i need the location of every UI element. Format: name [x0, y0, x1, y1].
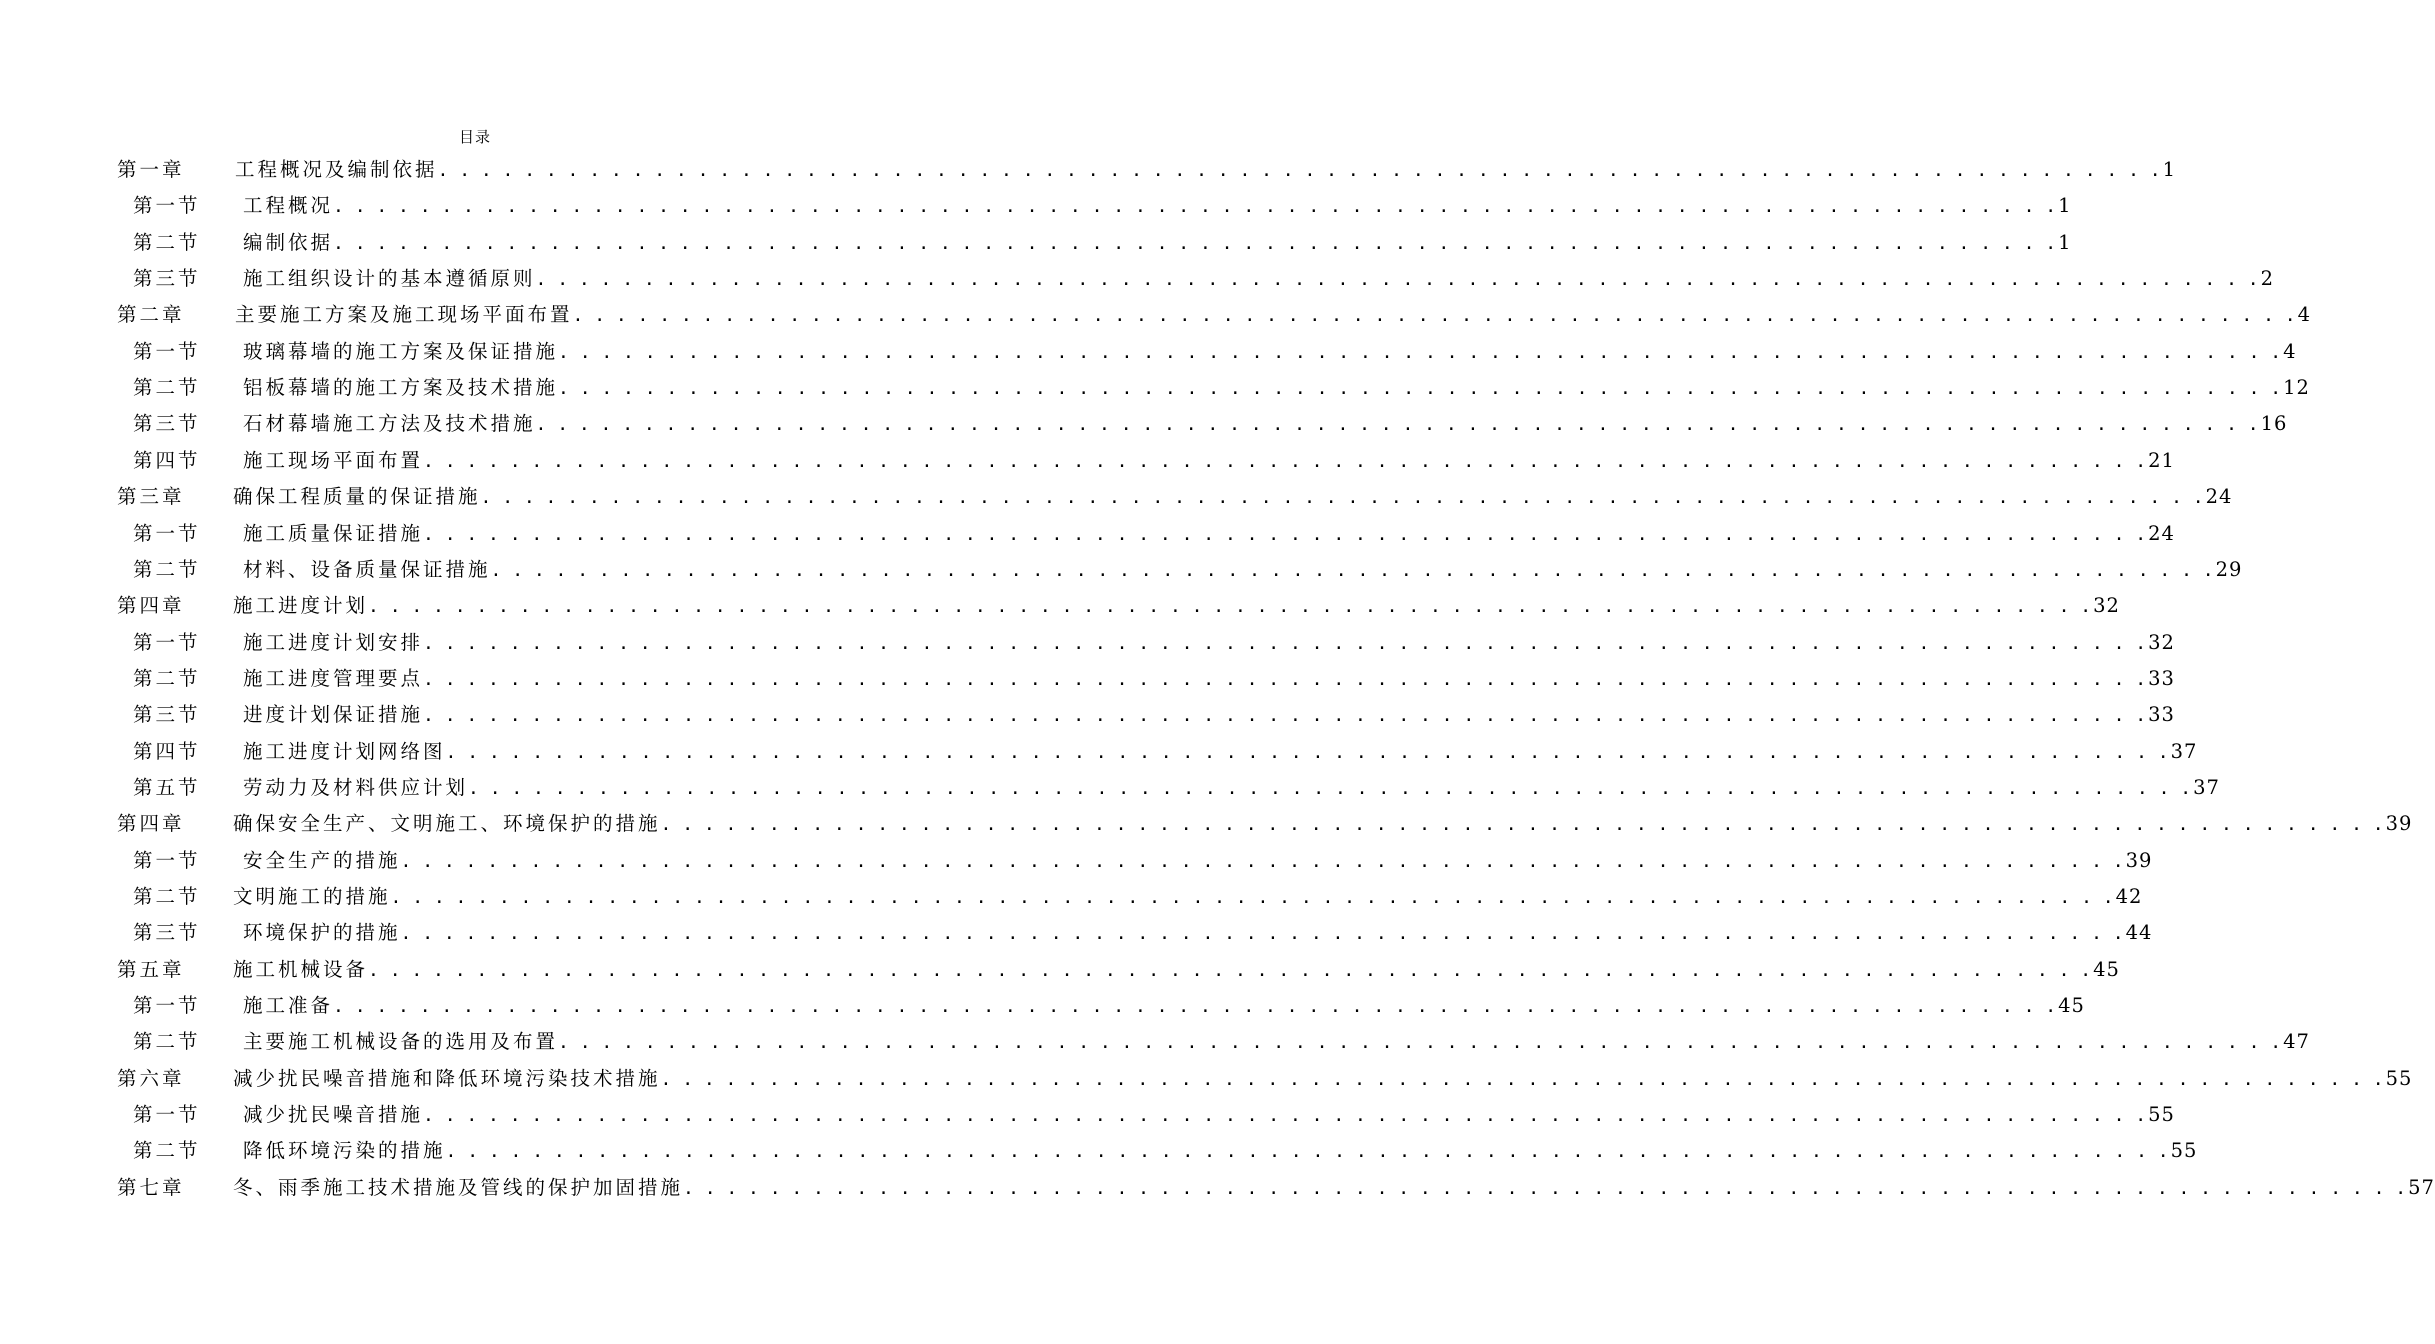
- toc-entry-line: [233, 1170, 2435, 1207]
- toc-entry-label: 第一节: [133, 848, 201, 872]
- toc-section-row[interactable]: [0, 879, 2143, 915]
- dot-leader: . . . . . . . . . . . . . . . . . . . . . . . . . . . . . . . . . . . . . . . . . . . . . . . . . . . . . . . . . . . . . . . . . . . . . . . . . . . . . . . .: [333, 996, 2057, 1018]
- toc-page-number: 42: [2115, 885, 2143, 908]
- toc-section-row[interactable]: [0, 988, 2085, 1024]
- toc-page-number: 33: [2148, 666, 2175, 690]
- toc-page-number: 24: [2205, 485, 2233, 509]
- toc-page-number: 33: [2148, 703, 2175, 727]
- dot-leader: . . . . . . . . . . . . . . . . . . . . . . . . . . . . . . . . . . . . . . . . . . . . . . . . . . . . . . . . . . . . . . . . . . . . . . . . . . . . . . . .: [423, 450, 2147, 472]
- dot-leader: . . . . . . . . . . . . . . . . . . . . . . . . . . . . . . . . . . . . . . . . . . . . . . . . . . . . . . . . . . . . . . . . . . . . . . . . . . . . . . . .: [400, 850, 2124, 872]
- toc-entry-line: [233, 806, 2413, 843]
- dot-leader: . . . . . . . . . . . . . . . . . . . . . . . . . . . . . . . . . . . . . . . . . . . . . . . . . . . . . . . . . . . . . . . . . . . . . . . . . . . . . . . .: [558, 1032, 2282, 1054]
- toc-entry-title: 施工进度计划网络图: [243, 739, 446, 763]
- toc-section-row[interactable]: [0, 1097, 2175, 1133]
- toc-page-number: 29: [2215, 557, 2243, 581]
- toc-entry-title: 减少扰民噪音措施: [243, 1103, 424, 1127]
- toc-entry-line: [243, 1024, 2310, 1061]
- toc-entry-label: 第二节: [133, 230, 201, 254]
- toc-chapter-row[interactable]: [0, 952, 2120, 988]
- toc-entry-line: [243, 261, 2275, 298]
- toc-entry-label: 第二节: [133, 885, 201, 908]
- toc-section-row[interactable]: [0, 261, 2275, 297]
- dot-leader: . . . . . . . . . . . . . . . . . . . . . . . . . . . . . . . . . . . . . . . . . . . . . . . . . . . . . . . . . . . . . . . . . . . . . . . . . . . . . . . .: [572, 305, 2296, 327]
- dot-leader: . . . . . . . . . . . . . . . . . . . . . . . . . . . . . . . . . . . . . . . . . . . . . . . . . . . . . . . . . . . . . . . . . . . . . . . . . . . . . . . .: [423, 705, 2147, 727]
- toc-page-number: 1: [2162, 158, 2177, 181]
- toc-chapter-row[interactable]: [0, 1061, 2413, 1097]
- toc-entry-line: [243, 225, 2072, 262]
- toc-section-row[interactable]: [0, 334, 2297, 370]
- toc-page-number: 4: [2283, 339, 2297, 363]
- toc-entry-title: 降低环境污染的措施: [243, 1139, 446, 1163]
- toc-entry-line: [243, 734, 2198, 771]
- dot-leader: . . . . . . . . . . . . . . . . . . . . . . . . . . . . . . . . . . . . . . . . . . . . . . . . . . . . . . . . . . . . . . . . . . . . . . . . . . . . . . . .: [558, 378, 2282, 400]
- toc-entry-label: 第一章: [117, 158, 185, 181]
- toc-entry-label: 第六章: [117, 1066, 185, 1090]
- toc-section-row[interactable]: [0, 661, 2175, 697]
- toc-entry-line: [243, 843, 2153, 880]
- toc-section-row[interactable]: [0, 843, 2153, 879]
- toc-entry-line: [235, 152, 2177, 189]
- toc-page-number: 55: [2170, 1139, 2198, 1163]
- dot-leader: . . . . . . . . . . . . . . . . . . . . . . . . . . . . . . . . . . . . . . . . . . . . . . . . . . . . . . . . . . . . . . . . . . . . . . . . . . . . . . . .: [390, 887, 2114, 908]
- toc-entry-line: [233, 1061, 2413, 1098]
- toc-entry-line: [243, 552, 2243, 589]
- dot-leader: . . . . . . . . . . . . . . . . . . . . . . . . . . . . . . . . . . . . . . . . . . . . . . . . . . . . . . . . . . . . . . . . . . . . . . . . . . . . . . . .: [437, 160, 2161, 181]
- toc-entry-title: 确保工程质量的保证措施: [233, 485, 481, 509]
- toc-page-number: 44: [2125, 921, 2153, 945]
- toc-entry-title: 进度计划保证措施: [243, 703, 424, 727]
- toc-section-row[interactable]: [0, 734, 2198, 770]
- toc-entry-line: [243, 915, 2153, 952]
- toc-page-number: 55: [2148, 1103, 2175, 1127]
- toc-chapter-row[interactable]: [0, 588, 2120, 624]
- toc-chapter-row[interactable]: [0, 297, 2312, 333]
- toc-section-row[interactable]: [0, 516, 2175, 552]
- toc-entry-title: 主要施工机械设备的选用及布置: [243, 1030, 559, 1054]
- toc-page-number: 2: [2260, 267, 2275, 291]
- toc-entry-label: 第二节: [133, 666, 201, 690]
- toc-entry-label: 第四章: [117, 594, 185, 618]
- dot-leader: . . . . . . . . . . . . . . . . . . . . . . . . . . . . . . . . . . . . . . . . . . . . . . . . . . . . . . . . . . . . . . . . . . . . . . . . . . . . . . . .: [468, 777, 2192, 799]
- dot-leader: . . . . . . . . . . . . . . . . . . . . . . . . . . . . . . . . . . . . . . . . . . . . . . . . . . . . . . . . . . . . . . . . . . . . . . . . . . . . . . . .: [368, 959, 2092, 981]
- dot-leader: . . . . . . . . . . . . . . . . . . . . . . . . . . . . . . . . . . . . . . . . . . . . . . . . . . . . . . . . . . . . . . . . . . . . . . . . . . . . . . . .: [660, 1068, 2384, 1090]
- dot-leader: . . . . . . . . . . . . . . . . . . . . . . . . . . . . . . . . . . . . . . . . . . . . . . . . . . . . . . . . . . . . . . . . . . . . . . . . . . . . . . . .: [683, 1177, 2407, 1199]
- toc-section-row[interactable]: [0, 1133, 2198, 1169]
- toc-entry-line: [243, 334, 2297, 371]
- toc-entry-title: 施工进度管理要点: [243, 666, 424, 690]
- toc-page-number: 16: [2260, 412, 2288, 436]
- toc-entry-line: [235, 297, 2312, 334]
- toc-page-number: 55: [2385, 1066, 2413, 1090]
- toc-page-number: 32: [2093, 594, 2120, 618]
- toc-entry-line: [233, 952, 2120, 989]
- dot-leader: . . . . . . . . . . . . . . . . . . . . . . . . . . . . . . . . . . . . . . . . . . . . . . . . . . . . . . . . . . . . . . . . . . . . . . . . . . . . . . . .: [445, 741, 2169, 763]
- toc-entry-label: 第一节: [133, 630, 201, 654]
- toc-entry-title: 施工质量保证措施: [243, 521, 424, 545]
- toc-entry-label: 第四章: [117, 812, 185, 836]
- toc-section-row[interactable]: [0, 225, 2072, 261]
- toc-page-number: 39: [2125, 848, 2153, 872]
- toc-entry-title: 编制依据: [243, 230, 334, 254]
- toc-entry-line: [233, 588, 2120, 625]
- toc-section-row[interactable]: [0, 770, 2220, 806]
- toc-entry-label: 第五章: [117, 957, 185, 981]
- toc-section-row[interactable]: [0, 188, 2072, 224]
- toc-entry-label: 第三节: [133, 267, 201, 291]
- toc-chapter-row[interactable]: [0, 479, 2233, 515]
- toc-entry-title: 冬、雨季施工技术措施及管线的保护加固措施: [233, 1175, 684, 1199]
- toc-entry-label: 第三节: [133, 703, 201, 727]
- toc-entry-line: [243, 625, 2175, 662]
- toc-page-number: 37: [2170, 739, 2198, 763]
- toc-section-row[interactable]: [0, 1024, 2310, 1060]
- toc-entry-title: 安全生产的措施: [243, 848, 401, 872]
- toc-entry-title: 确保安全生产、文明施工、环境保护的措施: [233, 812, 661, 836]
- toc-entry-label: 第二节: [133, 1030, 201, 1054]
- toc-entry-title: 工程概况及编制依据: [235, 158, 438, 181]
- toc-entry-label: 第一节: [133, 994, 201, 1018]
- toc-section-row[interactable]: [0, 370, 2310, 406]
- page-title: 目录: [458, 128, 491, 146]
- toc-section-row[interactable]: [0, 552, 2243, 588]
- toc-entry-line: [243, 1133, 2198, 1170]
- toc-page-number: 21: [2148, 448, 2175, 472]
- toc-entry-line: [243, 1097, 2175, 1134]
- toc-entry-title: 施工组织设计的基本遵循原则: [243, 267, 536, 291]
- toc-section-row[interactable]: [0, 625, 2175, 661]
- toc-page-number: 37: [2193, 775, 2220, 799]
- toc-entry-line: [243, 370, 2310, 407]
- toc-entry-label: 第五节: [133, 775, 201, 799]
- toc-section-row[interactable]: [0, 915, 2153, 951]
- toc-entry-title: 环境保护的措施: [243, 921, 401, 945]
- toc-section-row[interactable]: [0, 697, 2175, 733]
- dot-leader: . . . . . . . . . . . . . . . . . . . . . . . . . . . . . . . . . . . . . . . . . . . . . . . . . . . . . . . . . . . . . . . . . . . . . . . . . . . . . . . .: [558, 341, 2282, 363]
- toc-entry-label: 第二节: [133, 1139, 201, 1163]
- toc-entry-label: 第一节: [133, 194, 201, 218]
- dot-leader: . . . . . . . . . . . . . . . . . . . . . . . . . . . . . . . . . . . . . . . . . . . . . . . . . . . . . . . . . . . . . . . . . . . . . . . . . . . . . . . .: [490, 559, 2214, 581]
- dot-leader: . . . . . . . . . . . . . . . . . . . . . . . . . . . . . . . . . . . . . . . . . . . . . . . . . . . . . . . . . . . . . . . . . . . . . . . . . . . . . . . .: [333, 196, 2057, 218]
- toc-entry-label: 第三节: [133, 412, 201, 436]
- toc-chapter-row[interactable]: [0, 1170, 2435, 1206]
- toc-entry-title: 玻璃幕墙的施工方案及保证措施: [243, 339, 559, 363]
- toc-entry-label: 第一节: [133, 1103, 201, 1127]
- toc-section-row[interactable]: [0, 406, 2288, 442]
- toc-entry-line: [243, 770, 2220, 807]
- toc-page-number: 45: [2093, 957, 2120, 981]
- toc-page-number: 1: [2058, 230, 2072, 254]
- toc-entry-title: 减少扰民噪音措施和降低环境污染技术措施: [233, 1066, 661, 1090]
- toc-page-number: 45: [2058, 994, 2085, 1018]
- dot-leader: . . . . . . . . . . . . . . . . . . . . . . . . . . . . . . . . . . . . . . . . . . . . . . . . . . . . . . . . . . . . . . . . . . . . . . . . . . . . . . . .: [400, 923, 2124, 945]
- toc-entry-label: 第四节: [133, 739, 201, 763]
- toc-entry-title: 劳动力及材料供应计划: [243, 775, 469, 799]
- dot-leader: . . . . . . . . . . . . . . . . . . . . . . . . . . . . . . . . . . . . . . . . . . . . . . . . . . . . . . . . . . . . . . . . . . . . . . . . . . . . . . . .: [333, 232, 2057, 254]
- toc-entry-title: 材料、设备质量保证措施: [243, 557, 491, 581]
- toc-entry-title: 石材幕墙施工方法及技术措施: [243, 412, 536, 436]
- dot-leader: . . . . . . . . . . . . . . . . . . . . . . . . . . . . . . . . . . . . . . . . . . . . . . . . . . . . . . . . . . . . . . . . . . . . . . . . . . . . . . . .: [445, 1141, 2169, 1163]
- toc-entry-title: 工程概况: [243, 194, 334, 218]
- dot-leader: . . . . . . . . . . . . . . . . . . . . . . . . . . . . . . . . . . . . . . . . . . . . . . . . . . . . . . . . . . . . . . . . . . . . . . . . . . . . . . . .: [423, 668, 2147, 690]
- toc-entry-line: [243, 406, 2288, 443]
- toc-entry-label: 第二节: [133, 376, 201, 400]
- dot-leader: . . . . . . . . . . . . . . . . . . . . . . . . . . . . . . . . . . . . . . . . . . . . . . . . . . . . . . . . . . . . . . . . . . . . . . . . . . . . . . . .: [368, 596, 2092, 618]
- toc-entry-label: 第四节: [133, 448, 201, 472]
- toc-entry-line: [233, 879, 2143, 916]
- dot-leader: . . . . . . . . . . . . . . . . . . . . . . . . . . . . . . . . . . . . . . . . . . . . . . . . . . . . . . . . . . . . . . . . . . . . . . . . . . . . . . . .: [423, 523, 2147, 545]
- toc-entry-line: [243, 661, 2175, 698]
- toc-entry-title: 施工现场平面布置: [243, 448, 424, 472]
- toc-entry-line: [243, 697, 2175, 734]
- dot-leader: . . . . . . . . . . . . . . . . . . . . . . . . . . . . . . . . . . . . . . . . . . . . . . . . . . . . . . . . . . . . . . . . . . . . . . . . . . . . . . . .: [660, 814, 2384, 836]
- toc-page-number: 24: [2148, 521, 2175, 545]
- toc-page-number: 47: [2283, 1030, 2310, 1054]
- toc-entry-label: 第二节: [133, 557, 201, 581]
- dot-leader: . . . . . . . . . . . . . . . . . . . . . . . . . . . . . . . . . . . . . . . . . . . . . . . . . . . . . . . . . . . . . . . . . . . . . . . . . . . . . . . .: [423, 632, 2147, 654]
- toc-page-number: 4: [2297, 303, 2312, 327]
- toc-entry-label: 第三节: [133, 921, 201, 945]
- toc-entry-label: 第一节: [133, 339, 201, 363]
- toc-page-number: 39: [2385, 812, 2413, 836]
- toc-entry-label: 第二章: [117, 303, 185, 327]
- toc-page-number: 57: [2408, 1175, 2435, 1199]
- toc-entry-title: 主要施工方案及施工现场平面布置: [235, 303, 573, 327]
- toc-section-row[interactable]: [0, 443, 2175, 479]
- toc-page-number: 12: [2283, 376, 2310, 400]
- toc-entry-title: 施工进度计划: [233, 594, 369, 618]
- toc-page-number: 1: [2058, 194, 2072, 218]
- toc-page-number: 32: [2148, 630, 2175, 654]
- toc-entry-line: [243, 988, 2085, 1025]
- toc-entry-line: [243, 516, 2175, 553]
- toc-entry-label: 第七章: [117, 1175, 185, 1199]
- dot-leader: . . . . . . . . . . . . . . . . . . . . . . . . . . . . . . . . . . . . . . . . . . . . . . . . . . . . . . . . . . . . . . . . . . . . . . . . . . . . . . . .: [423, 1105, 2147, 1127]
- toc-chapter-row[interactable]: [0, 152, 2177, 188]
- dot-leader: . . . . . . . . . . . . . . . . . . . . . . . . . . . . . . . . . . . . . . . . . . . . . . . . . . . . . . . . . . . . . . . . . . . . . . . . . . . . . . . .: [480, 487, 2204, 509]
- dot-leader: . . . . . . . . . . . . . . . . . . . . . . . . . . . . . . . . . . . . . . . . . . . . . . . . . . . . . . . . . . . . . . . . . . . . . . . . . . . . . . . .: [535, 269, 2259, 291]
- toc-entry-title: 施工机械设备: [233, 957, 369, 981]
- toc-entry-title: 文明施工的措施: [233, 885, 391, 908]
- toc-entry-line: [243, 443, 2175, 480]
- toc-entry-line: [243, 188, 2072, 225]
- toc-entry-title: 施工进度计划安排: [243, 630, 424, 654]
- toc-entry-title: 施工准备: [243, 994, 334, 1018]
- toc-entry-title: 铝板幕墙的施工方案及技术措施: [243, 376, 559, 400]
- toc-entry-label: 第三章: [117, 485, 185, 509]
- toc-chapter-row[interactable]: [0, 806, 2413, 842]
- toc-entry-label: 第一节: [133, 521, 201, 545]
- toc-entry-line: [233, 479, 2233, 516]
- dot-leader: . . . . . . . . . . . . . . . . . . . . . . . . . . . . . . . . . . . . . . . . . . . . . . . . . . . . . . . . . . . . . . . . . . . . . . . . . . . . . . . .: [535, 414, 2259, 436]
